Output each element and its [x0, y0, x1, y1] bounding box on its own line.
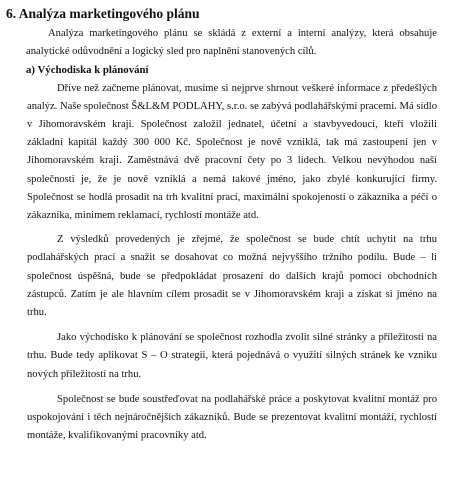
body-paragraph-2: Z výsledků provedených je zřejmé, že společnost se bude chtít uchytit na trhu podlahářských prací a snažit se dosahovat co možná nejvyššího tržního podílu. Bude – li společnost úspěšná, bude se předpokládat prosazení do dalších krajů pomocí obchodních zástupců. Zatím je ale hlavním cílem prosadit se v Jihomoravském kraji a získat si jméno na trhu.: [27, 234, 437, 319]
subsection-heading: a) Východiska k plánování: [26, 64, 149, 77]
intro-paragraph: Analýza marketingového plánu se skládá z externí a interní analýzy, která obsahuje analytické odůvodnění a logický sled pro naplnění stanovených cílů.: [26, 28, 437, 58]
body-paragraph-4: Společnost se bude soustřeďovat na podlahářské práce a poskytovat kvalitní montáž pro uspokojování i těch nejnáročnějších zákazníků. Bude se prezentovat kvalitní montáží, rychlostí montáže, kvalifikovanými pracovníky atd.: [27, 393, 437, 442]
body-paragraph-3: Jako východisko k plánování se společnost rozhodla zvolit silné stránky a příležitosti na trhu. Bude tedy aplikovat S – O strategii, která pojednává o využití silných stránek ke vzniku nových příležitostí na trhu.: [27, 332, 437, 380]
section-heading: 6. Analýza marketingového plánu: [6, 6, 200, 21]
body-paragraph-1: Dříve než začneme plánovat, musíme si nejprve shrnout veškeré informace z předešlých analýz. Naše společnost Š&L&M PODLAHY, s.r.o. se zabývá podlahářskými pracemi. Má sídlo v Jihomoravském kraji. Společnost založil jednatel, účetní a stavbyvedoucí, kteří vložili základní kapitál každý 300 000 Kč. Společnost je nově vzniklá, tak má zastoupení jen v Jihomoravském kraji. Zaměstnává dvě pracovní čety po 3 lidech. Velkou nevýhodou naší společnosti je, že je nově vzniklá a nemá takové jméno, jako zbylé konkurující firmy. Společnost se hodlá prosadit na trh kvalitní prací, maximální spokojeností o zákazníka a péčí o zákazníka, minimem reklamací, rychlostí montáže atd.: [27, 82, 437, 222]
